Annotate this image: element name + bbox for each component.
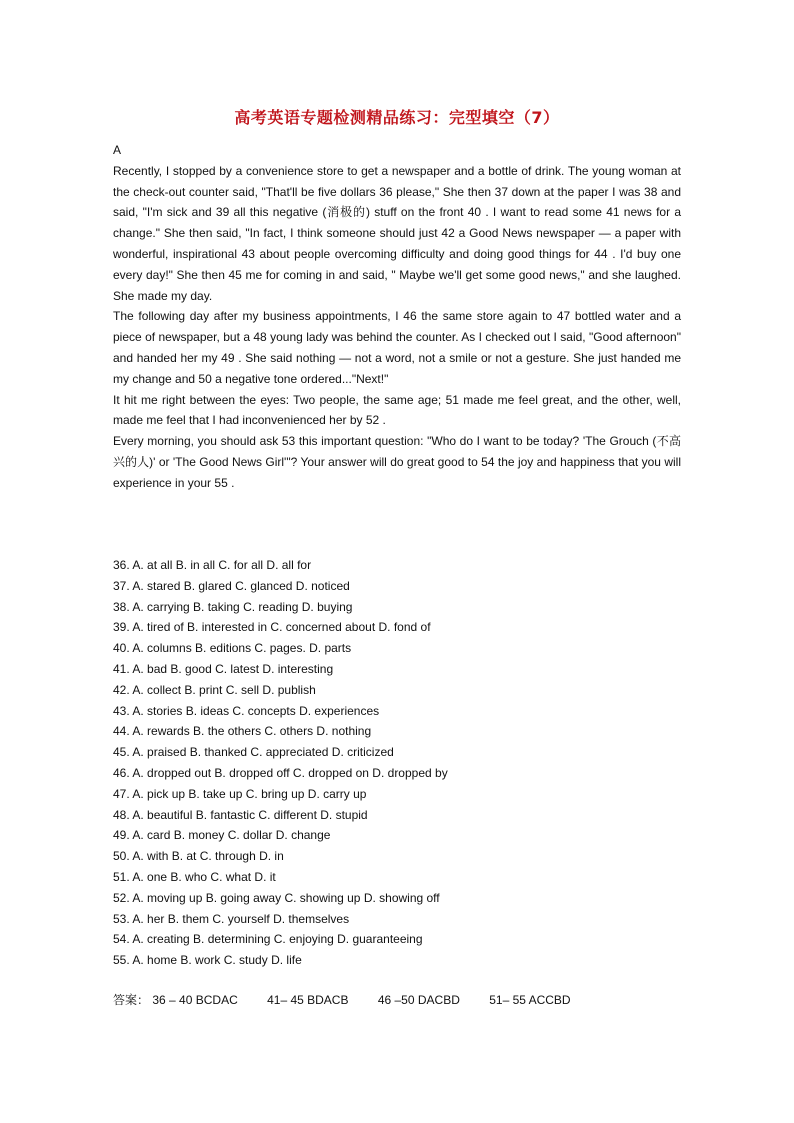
answer-group-41-45: 41– 45 BDACB [267,993,349,1007]
option-row-41: 41. A. bad B. good C. latest D. interesting [113,661,334,676]
passage-paragraph-3: It hit me right between the eyes: Two people, the same age; 51 made me feel great, and the other, well, made me feel that I had inconvenienced her by 52 . [113,392,681,428]
option-row-45: 45. A. praised B. thanked C. appreciated D. criticized [113,745,394,760]
option-row-43: 43. A. stories B. ideas C. concepts D. experiences [113,703,380,718]
answer-group-36-40: 36 – 40 BCDAC [152,993,238,1007]
option-row-44: 44. A. rewards B. the others C. others D. nothing [113,724,372,739]
answer-key [113,991,681,1008]
option-row-53: 53. A. her B. them C. yourself D. themselves [113,911,350,926]
option-row-48: 48. A. beautiful B. fantastic C. different D. stupid [113,807,368,822]
option-row-42: 42. A. collect B. print C. sell D. publish [113,682,316,697]
option-row-39: 39. A. tired of B. interested in C. concerned about D. fond of [113,620,431,635]
answer-label: 答案： [113,993,150,1007]
passage-paragraph-2: The following day after my business appointments, I 46 the same store again to 47 bottled water and a piece of newspaper, but a 48 young lady was behind the counter. As I checked out I said, "Good afternoon" and handed her my 49 . She said nothing — not a word, not a smile or not a gesture. She just handed me my change and 50 a negative tone ordered..."Next!" [113,309,681,386]
option-row-51: 51. A. one B. who C. what D. it [113,869,276,884]
option-row-37: 37. A. stared B. glared C. glanced D. noticed [113,578,350,593]
passage-paragraph-4: Every morning, you should ask 53 this important question: "Who do I want to be today? 'The Grouch (不高兴的人)' or 'The Good News Girl'"? Your answer will do great good to 54 the joy and happiness that you will experience in your 55 . [113,434,681,490]
option-row-46: 46. A. dropped out B. dropped off C. dropped on D. dropped by [113,765,448,780]
passage-paragraph-1: Recently, I stopped by a convenience store to get a newspaper and a bottle of drink. The young woman at the check-out counter said, "That'll be five dollars 36 please," She then 37 down at the paper I was 38 and said, "I'm sick and 39 all this negative (消极的) stuff on the front 40 . I want to read some 41 news for a change." She then said, "In fact, I think someone should just 42 a Good News newspaper — a paper with wonderful, inspirational 43 about people overcoming difficulty and doing good things for 44 . I'd buy one every day!" She then 45 me for coming in and said, " Maybe we'll get some good news," and she laughed. She made my day. [113,163,681,303]
option-row-38: 38. A. carrying B. taking C. reading D. buying [113,599,353,614]
option-row-47: 47. A. pick up B. take up C. bring up D. carry up [113,786,367,801]
options-list [113,555,681,971]
option-row-55: 55. A. home B. work C. study D. life [113,953,302,968]
option-row-52: 52. A. moving up B. going away C. showing up D. showing off [113,890,440,905]
option-row-40: 40. A. columns B. editions C. pages. D. parts [113,641,352,656]
option-row-49: 49. A. card B. money C. dollar D. change [113,828,331,843]
answer-group-51-55: 51– 55 ACCBD [489,993,571,1007]
option-row-36: 36. A. at all B. in all C. for all D. all for [113,558,312,572]
option-row-50: 50. A. with B. at C. through D. in [113,849,284,864]
page-title: 高考英语专题检测精品练习：完型填空（7） [234,108,560,127]
section-label: A [113,143,122,157]
option-row-54: 54. A. creating B. determining C. enjoying D. guaranteeing [113,932,423,947]
answer-group-46-50: 46 –50 DACBD [377,993,460,1007]
passage-body [113,140,681,494]
